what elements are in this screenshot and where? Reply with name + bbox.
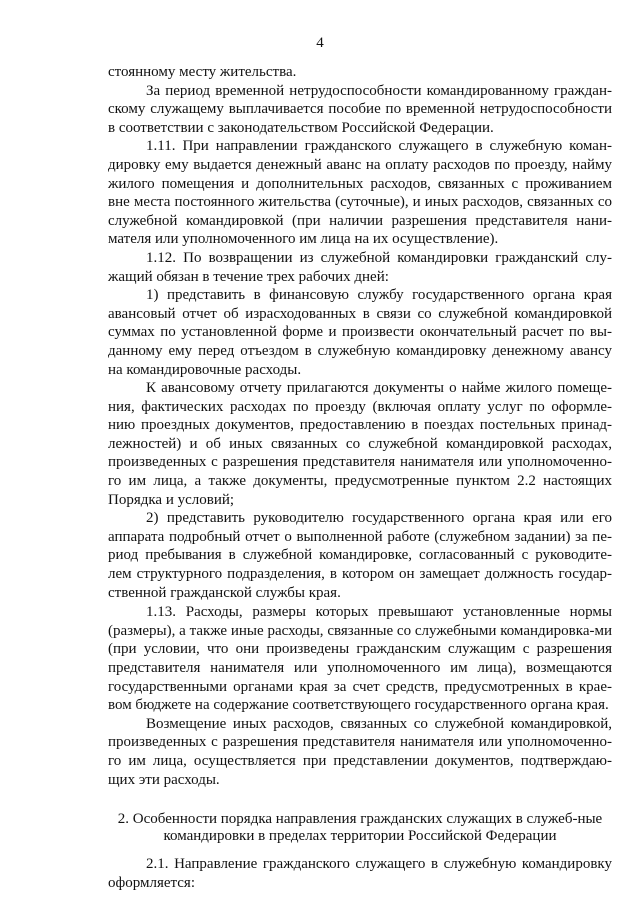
paragraph-sick-leave-allowance: За период временной нетрудоспособности командированному граждан-скому служащему выплачивается пособие по временной нетрудоспособности в соответствии с законодательством Российской Федерации. [108, 82, 612, 136]
section-heading-2: 2. Особенности порядка направления гражданских служащих в служеб-ные командировки в пределах территории Российской Федерации [117, 811, 603, 845]
paragraph-1-11-advance: 1.11. При направлении гражданского служащего в служебную коман-дировку ему выдается денежный аванс на оплату расходов по проезду, найму жилого помещения и дополнительных расходов, связанных с проживанием вне места постоянного жительства (суточные), и иных расходов, связанных со служебной командировкой (при наличии разрешения представителя нани-мателя или уполномоченного им лица на их осуществление). [108, 138, 612, 248]
paragraph-1-13-expenses: 1.13. Расходы, размеры которых превышают установленные нормы (размеры), а также иные расходы, связанные со служебными командировка-ми (при условии, что они произведены гражданским служащим с разрешения представителя нанимателя или уполномоченного им лица), возмещаются государственными органами края за счет средств, предусмотренных в крае-вом бюджете на содержание соответствующего государственного органа края. [108, 604, 612, 714]
paragraph-1-12-return: 1.12. По возвращении из служебной командировки гражданский слу-жащий обязан в течение трех рабочих дней: [108, 249, 612, 285]
paragraph-other-expenses-reimbursement: Возмещение иных расходов, связанных со служебной командировкой, произведенных с разрешения представителя нанимателя или уполномоченно-го им лица, осуществляется при представлении документов, подтверждаю-щих эти расходы. [108, 715, 612, 788]
paragraph-1-12-item-1: 1) представить в финансовую службу государственного органа края авансовый отчет об израсходованных в связи со служебной командировкой суммах по установленной форме и произвести окончательный расчет по вы-данному ему перед отъездом в служебную командировку денежному авансу на командировочные расходы. [108, 287, 612, 378]
paragraph-1-12-item-2: 2) представить руководителю государственного органа края или его аппарата подробный отчет о выполненной работе (служебном задании) за пе-риод пребывания в служебной командировке, согласованный с руководите-лем структурного подразделения, в котором он замещает должность государ-ственной гражданской службы края. [108, 510, 612, 601]
paragraph-advance-report-documents: К авансовому отчету прилагаются документы о найме жилого помеще-ния, фактических расходах по проезду (включая оплату услуг по оформле-нию проездных документов, предоставлению в поездах постельных принад-лежностей) и об иных связанных со служебной командировкой расходах, произведенных с разрешения представителя нанимателя или уполномоченно-го им лица, а также документы, предусмотренные пунктом 2.2 настоящих Порядка и условий; [108, 380, 612, 508]
paragraph-2-1: 2.1. Направление гражданского служащего в служебную командировку оформляется: [108, 856, 612, 891]
document-body [108, 63, 612, 892]
paragraph-continuation: стоянному месту жительства. [108, 64, 297, 80]
page-number: 4 [316, 35, 324, 51]
